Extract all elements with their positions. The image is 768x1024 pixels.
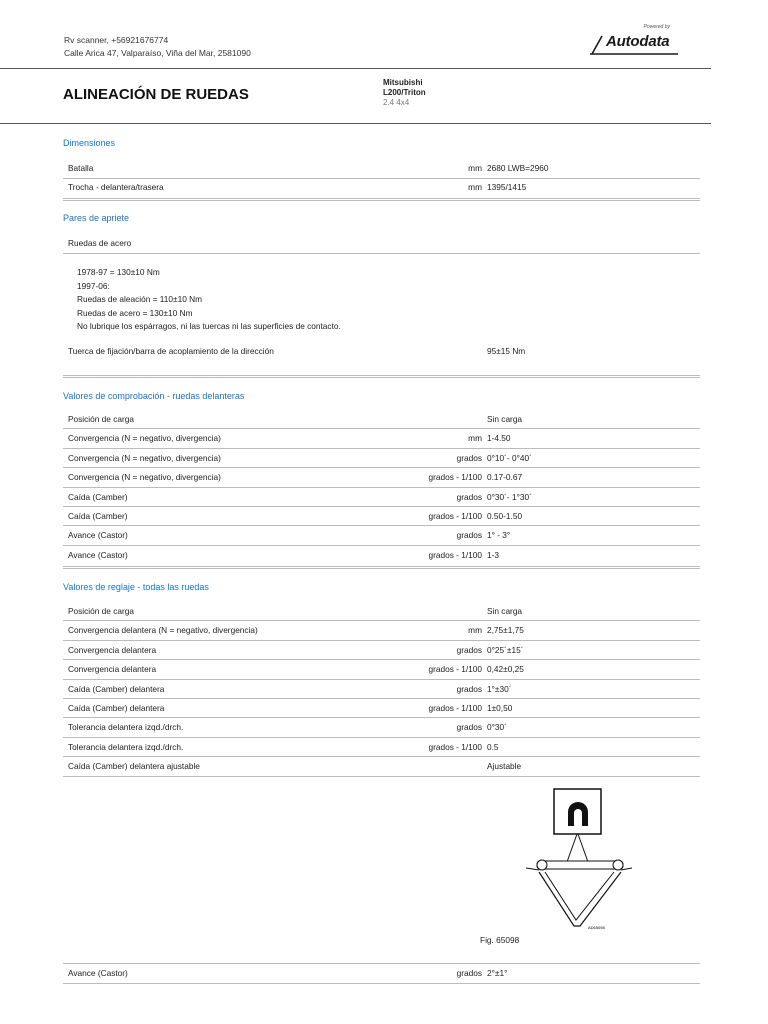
- row-unit: grados - 1/100: [428, 549, 482, 560]
- table-row: [63, 738, 700, 757]
- row-label: Ruedas de acero: [68, 238, 132, 248]
- row-label: Convergencia delantera (N = negativo, divergencia): [68, 625, 258, 636]
- brand-name: Autodata: [606, 33, 670, 50]
- row-unit: mm: [468, 433, 482, 444]
- table-row: [63, 160, 700, 179]
- row-unit: grados: [456, 968, 482, 978]
- vehicle-engine: 2.4 4x4: [383, 98, 410, 107]
- table-row: [63, 507, 700, 526]
- note-line: 1978-97 = 130±10 Nm: [77, 267, 160, 277]
- row-value: 0°30´: [487, 722, 507, 733]
- table-row: [63, 641, 700, 660]
- row-value: 0°30´- 1°30´: [487, 491, 532, 502]
- torque-item-label: Tuerca de fijación/barra de acoplamiento de la dirección: [68, 346, 274, 356]
- figure-caption: Fig. 65098: [480, 935, 520, 945]
- table-row: [63, 602, 700, 621]
- torque-notes: [77, 266, 341, 334]
- table-row: [63, 718, 700, 737]
- powered-by-label: Powered by: [643, 24, 670, 30]
- row-value: 1° - 3°: [487, 530, 511, 541]
- vehicle-make: Mitsubishi: [383, 78, 423, 87]
- row-value: 0,42±0,25: [487, 664, 524, 675]
- note-line: 1997-06:: [77, 280, 110, 291]
- row-label: Avance (Castor): [68, 968, 128, 978]
- section-title-dimensions: Dimensiones: [63, 138, 116, 148]
- vehicle-model: L200/Triton: [383, 88, 426, 97]
- table-row: [63, 410, 700, 429]
- table-row: [63, 235, 700, 254]
- row-value: 2,75±1,75: [487, 625, 524, 636]
- row-label: Convergencia (N = negativo, divergencia): [68, 452, 221, 463]
- row-unit: grados: [456, 683, 482, 694]
- row-label: Convergencia delantera: [68, 664, 157, 675]
- row-unit: mm: [468, 625, 482, 636]
- table-row: [63, 621, 700, 640]
- row-unit: mm: [468, 163, 482, 173]
- section-title-adjust: Valores de reglaje - todas las ruedas: [63, 582, 209, 592]
- row-label: Convergencia delantera: [68, 644, 157, 655]
- row-label: Tolerancia delantera izqd./drch.: [68, 741, 184, 752]
- row-label: Avance (Castor): [68, 549, 128, 560]
- row-unit: grados: [456, 722, 482, 733]
- company-address: [64, 34, 251, 59]
- row-label: Posición de carga: [68, 606, 134, 616]
- table-row: [63, 963, 700, 984]
- figure-code: AD65098: [588, 925, 605, 930]
- row-unit: grados - 1/100: [428, 703, 482, 713]
- row-unit: grados: [456, 452, 482, 463]
- table-row: [63, 488, 700, 507]
- row-unit: grados: [456, 491, 482, 502]
- row-label: Tolerancia delantera izqd./drch.: [68, 722, 184, 733]
- row-label: Avance (Castor): [68, 530, 128, 541]
- table-row: [63, 429, 700, 448]
- title-divider: [0, 123, 711, 124]
- row-unit: grados - 1/100: [428, 664, 482, 675]
- wheel-alignment-figure: [520, 786, 640, 936]
- table-row: [63, 660, 700, 679]
- row-label: Caída (Camber) delantera ajustable: [68, 761, 200, 772]
- row-value: 1±0,50: [487, 703, 513, 713]
- row-value: 0.17-0.67: [487, 472, 523, 483]
- table-row: [63, 449, 700, 468]
- row-unit: grados - 1/100: [428, 741, 482, 752]
- page-header: [0, 0, 768, 70]
- company-name-phone: Rv scanner, +56921676774: [64, 35, 169, 45]
- table-row: [63, 757, 700, 776]
- row-value: 2°±1°: [487, 968, 508, 978]
- header-divider: [0, 68, 711, 69]
- row-unit: grados - 1/100: [428, 511, 482, 521]
- row-value: 0.50-1.50: [487, 511, 523, 521]
- vehicle-info: [383, 78, 426, 108]
- row-value: 0.5: [487, 741, 499, 752]
- row-value: Sin carga: [487, 606, 523, 616]
- row-label: Caída (Camber): [68, 511, 128, 521]
- row-value: 2680 LWB=2960: [487, 163, 549, 173]
- page-title: ALINEACIÓN DE RUEDAS: [63, 86, 249, 103]
- note-line: Ruedas de acero = 130±10 Nm: [77, 307, 193, 318]
- row-label: Convergencia (N = negativo, divergencia): [68, 472, 221, 483]
- row-label: Posición de carga: [68, 414, 134, 424]
- row-label: Batalla: [68, 163, 94, 173]
- autodata-logo: [588, 24, 684, 58]
- row-label: Convergencia (N = negativo, divergencia): [68, 433, 221, 444]
- torque-item-value: 95±15 Nm: [487, 346, 526, 356]
- row-unit: grados: [456, 644, 482, 655]
- row-value: Ajustable: [487, 761, 522, 772]
- row-value: Sin carga: [487, 414, 523, 424]
- row-label: Caída (Camber): [68, 491, 128, 502]
- row-label: Caída (Camber) delantera: [68, 683, 165, 694]
- table-row: [63, 179, 700, 201]
- table-row: [63, 546, 700, 569]
- row-value: 1-4.50: [487, 433, 511, 444]
- table-row: [63, 680, 700, 699]
- row-value: 0°10´- 0°40´: [487, 452, 532, 463]
- table-row: [63, 526, 700, 545]
- company-street: Calle Arica 47, Valparaíso, Viña del Mar, 2581090: [64, 47, 251, 58]
- table-row: [63, 468, 700, 487]
- row-unit: grados - 1/100: [428, 472, 482, 483]
- note-line: No lubrique los espárragos, ni las tuercas ni las superficies de contacto.: [77, 321, 341, 331]
- row-label: Trocha - delantera/trasera: [68, 182, 164, 192]
- section-title-torque: Pares de apriete: [63, 213, 130, 223]
- note-line: Ruedas de aleación = 110±10 Nm: [77, 294, 203, 304]
- camber-adjust-diagram-icon: [520, 786, 640, 936]
- row-label: Caída (Camber) delantera: [68, 703, 165, 713]
- row-value: 0°25´±15´: [487, 644, 524, 655]
- row-unit: grados: [456, 530, 482, 541]
- table-row: [63, 699, 700, 718]
- row-value: 1395/1415: [487, 182, 527, 192]
- row-value: 1-3: [487, 549, 499, 560]
- section-title-check: Valores de comprobación - ruedas delanteras: [63, 391, 245, 401]
- row-unit: mm: [468, 182, 482, 192]
- row-value: 1°±30´: [487, 683, 512, 694]
